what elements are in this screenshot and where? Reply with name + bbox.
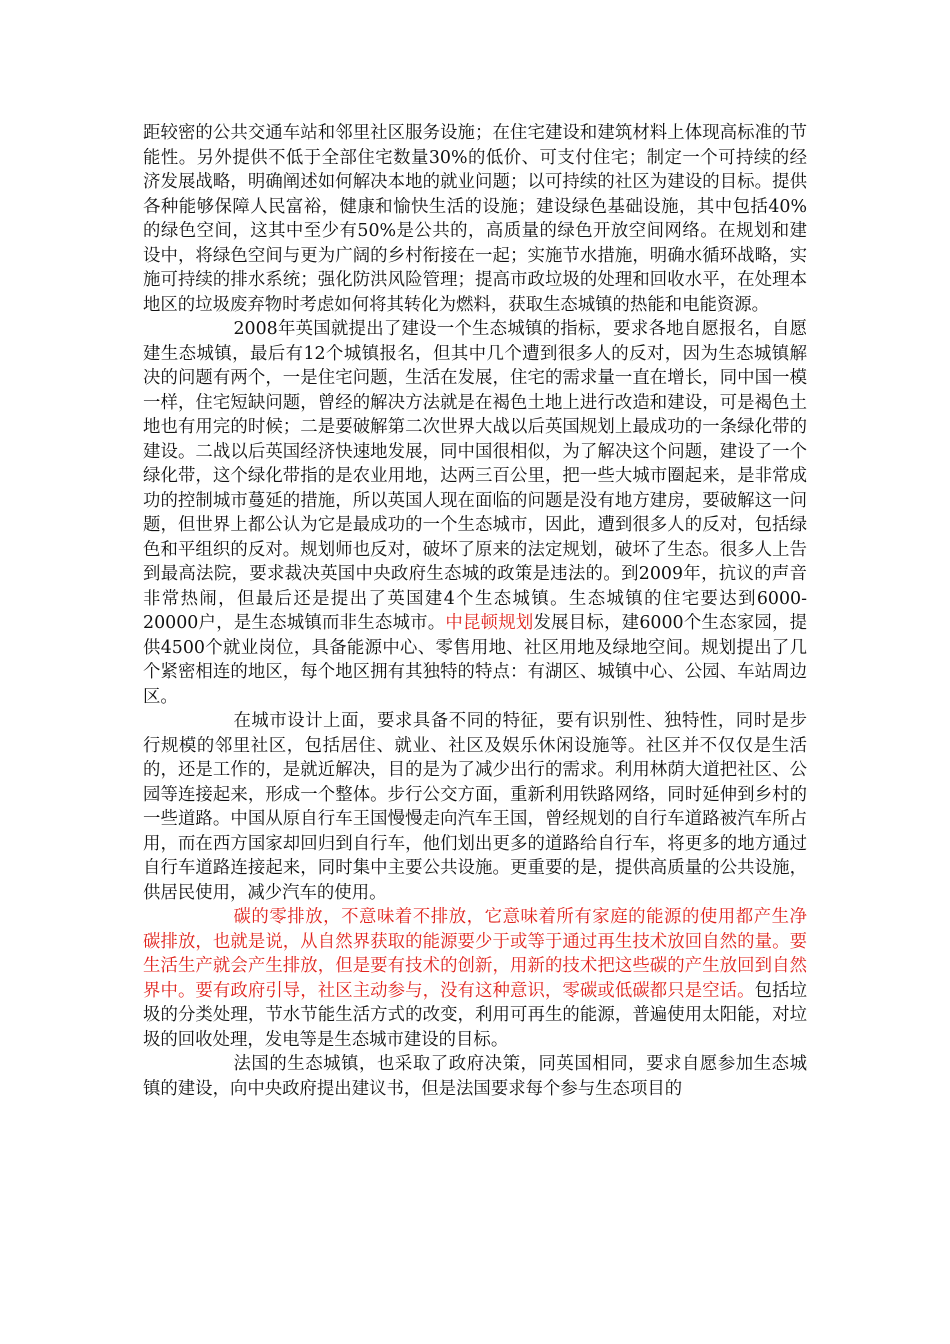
paragraph-france <box>143 1052 807 1101</box>
highlight-term: 中昆顿规划 <box>445 613 534 633</box>
paragraph-intro-continuation <box>143 121 807 317</box>
paragraph-text: 2008年英国就提出了建设一个生态城镇的指标，要求各地自愿报名，自愿建生态城镇，最后有12个城镇报名，但其中几个遭到很多人的反对，因为生态城镇解决的问题有两个，一是住宅问题，生活在发展，住宅的需求量一直在增长，同中国一模一样，住宅短缺问题，曾经的解决方法就是在褐色土地上进行改造和建设，可是褐色土地也有用完的时候；二是要破解第二次世界大战以后英国规划上最成功的一条绿化带的建设。二战以后英国经济快速地发展，同中国很相似，为了解决这个问题，建设了一个绿化带，这个绿化带指的是农业用地，达两三百公里，把一些大城市圈起来，是非常成功的控制城市蔓延的措施，所以英国人现在面临的问题是没有地方建房，要破解这一问题，但世界上都公认为它是最成功的一个生态城市，因此，遭到很多人的反对，包括绿色和平组织的反对。规划师也反对，破坏了原来的法定规划，破坏了生态。很多人上告到最高法院，要求裁决英国中央政府生态城的政策是违法的。到2009年，抗议的声音非常热闹，但最后还是提出了英国建4个生态城镇。生态城镇的住宅要达到6000-20000户，是生态城镇而非生态城市。 <box>143 319 807 633</box>
highlight-text: 碳的零排放，不意味着不排放，它意味着所有家庭的能源的使用都产生净碳排放，也就是说，从自然界获取的能源要少于或等于通过再生技术放回自然的量。要生活生产就会产生排放，但是要有技术的创新，用新的技术把这些碳的产生放回到自然界中。要有政府引导，社区主动参与，没有这种意识，零碳或低碳都只是空话。 <box>143 907 807 1001</box>
paragraph-text: 发展目标，建6000个生态家园，提供4500个就业岗位，具备能源中心、零售用地、社区用地及绿地空间。规划提出了几个紧密相连的地区，每个地区拥有其独特的特点：有湖区、城镇中心、公园、车站周边区。 <box>143 613 807 707</box>
paragraph-urban-design <box>143 709 807 905</box>
document-page <box>143 121 807 1101</box>
paragraph-uk-eco-town <box>143 317 807 709</box>
paragraph-text: 距较密的公共交通车站和邻里社区服务设施；在住宅建设和建筑材料上体现高标准的节能性。另外提供不低于全部住宅数量30%的低价、可支付住宅；制定一个可持续的经济发展战略，明确阐述如何解决本地的就业问题；以可持续的社区为建设的目标。提供各种能够保障人民富裕，健康和愉快生活的设施；建设绿色基础设施，其中包括40%的绿色空间，这其中至少有50%是公共的，高质量的绿色开放空间网络。在规划和建设中，将绿色空间与更为广阔的乡村衔接在一起；实施节水措施，明确水循环战略，实施可持续的排水系统；强化防洪风险管理；提高市政垃圾的处理和回收水平，在处理本地区的垃圾废弃物时考虑如何将其转化为燃料，获取生态城镇的热能和电能资源。 <box>143 123 807 315</box>
paragraph-text: 在城市设计上面，要求具备不同的特征，要有识别性、独特性，同时是步行规模的邻里社区，包括居住、就业、社区及娱乐休闲设施等。社区并不仅仅是生活的，还是工作的，是就近解决，目的是为了减少出行的需求。利用林荫大道把社区、公园等连接起来，形成一个整体。步行公交方面，重新利用铁路网络，同时延伸到乡村的一些道路。中国从原自行车王国慢慢走向汽车王国，曾经规划的自行车道路被汽车所占用，而在西方国家却回归到自行车，他们划出更多的道路给自行车，将更多的地方通过自行车道路连接起来，同时集中主要公共设施。更重要的是，提供高质量的公共设施，供居民使用，减少汽车的使用。 <box>143 711 807 903</box>
paragraph-text: 法国的生态城镇，也采取了政府决策，同英国相同，要求自愿参加生态城镇的建设，向中央政府提出建议书，但是法国要求每个参与生态项目的 <box>143 1054 807 1099</box>
paragraph-zero-carbon <box>143 905 807 1052</box>
paragraph-text: 包括垃圾的分类处理，节水节能生活方式的改变，利用可再生的能源，普遍使用太阳能，对垃圾的回收处理，发电等是生态城市建设的目标。 <box>143 980 807 1050</box>
